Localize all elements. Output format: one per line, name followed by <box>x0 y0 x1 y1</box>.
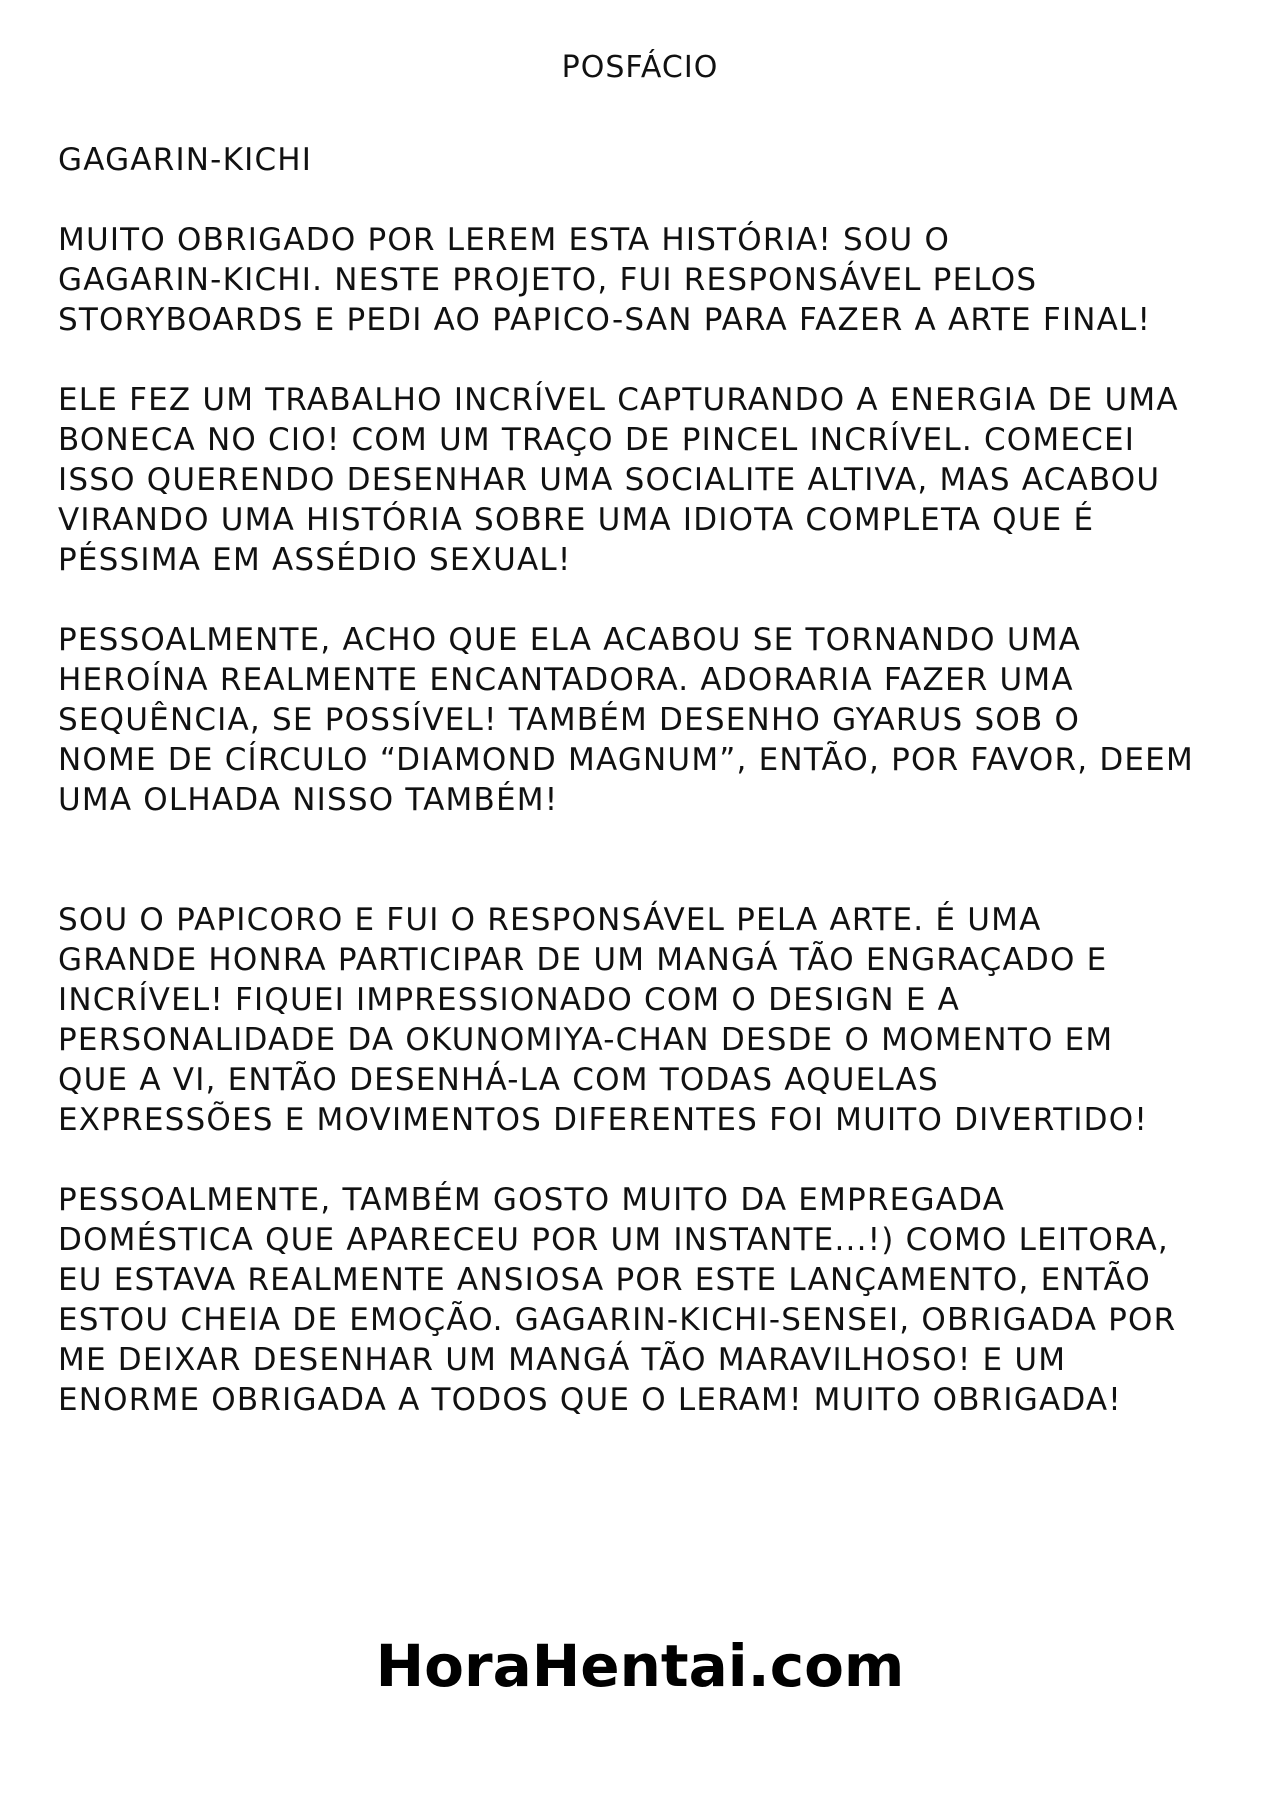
paragraph-5: PESSOALMENTE, TAMBÉM GOSTO MUITO DA EMPREGADA DOMÉSTICA QUE APARECEU POR UM INSTANTE...!) COMO LEITORA, EU ESTAVA REALMENTE ANSIOSA POR ESTE LANÇAMENTO, ENTÃO ESTOU CHEIA DE EMOÇÃO. GAGARIN-KICHI-SENSEI, OBRIGADA POR ME DEIXAR DESENHAR UM MANGÁ TÃO MARAVILHOSO! E UM ENORME OBRIGADA A TODOS QUE O LERAM! MUITO OBRIGADA! <box>58 1182 1177 1418</box>
site-watermark: HoraHentai.com <box>375 1632 905 1700</box>
paragraph-4: SOU O PAPICORO E FUI O RESPONSÁVEL PELA ARTE. É UMA GRANDE HONRA PARTICIPAR DE UM MANGÁ TÃO ENGRAÇADO E INCRÍVEL! FIQUEI IMPRESSIONADO COM O DESIGN E A PERSONALIDADE DA OKUNOMIYA-CHAN DESDE O MOMENTO EM QUE A VI, ENTÃO DESENHÁ-LA COM TODAS AQUELAS EXPRESSÕES E MOVIMENTOS DIFERENTES FOI MUITO DIVERTIDO! <box>58 902 1148 1138</box>
author-name: GAGARIN-KICHI <box>58 142 313 178</box>
paragraph-2: ELE FEZ UM TRABALHO INCRÍVEL CAPTURANDO A ENERGIA DE UMA BONECA NO CIO! COM UM TRAÇO DE PINCEL INCRÍVEL. COMECEI ISSO QUERENDO DESENHAR UMA SOCIALITE ALTIVA, MAS ACABOU VIRANDO UMA HISTÓRIA SOBRE UMA IDIOTA COMPLETA QUE É PÉSSIMA EM ASSÉDIO SEXUAL! <box>58 382 1179 578</box>
paragraph-1: MUITO OBRIGADO POR LEREM ESTA HISTÓRIA! SOU O GAGARIN-KICHI. NESTE PROJETO, FUI RESPONSÁVEL PELOS STORYBOARDS E PEDI AO PAPICO-SAN PARA FAZER A ARTE FINAL! <box>58 222 1152 338</box>
paragraph-3: PESSOALMENTE, ACHO QUE ELA ACABOU SE TORNANDO UMA HEROÍNA REALMENTE ENCANTADORA. ADORARIA FAZER UMA SEQUÊNCIA, SE POSSÍVEL! TAMBÉM DESENHO GYARUS SOB O NOME DE CÍRCULO “DIAMOND MAGNUM”, ENTÃO, POR FAVOR, DEEM UMA OLHADA NISSO TAMBÉM! <box>58 622 1194 818</box>
page-title: POSFÁCIO <box>561 50 719 85</box>
afterword-text <box>58 140 1228 1420</box>
